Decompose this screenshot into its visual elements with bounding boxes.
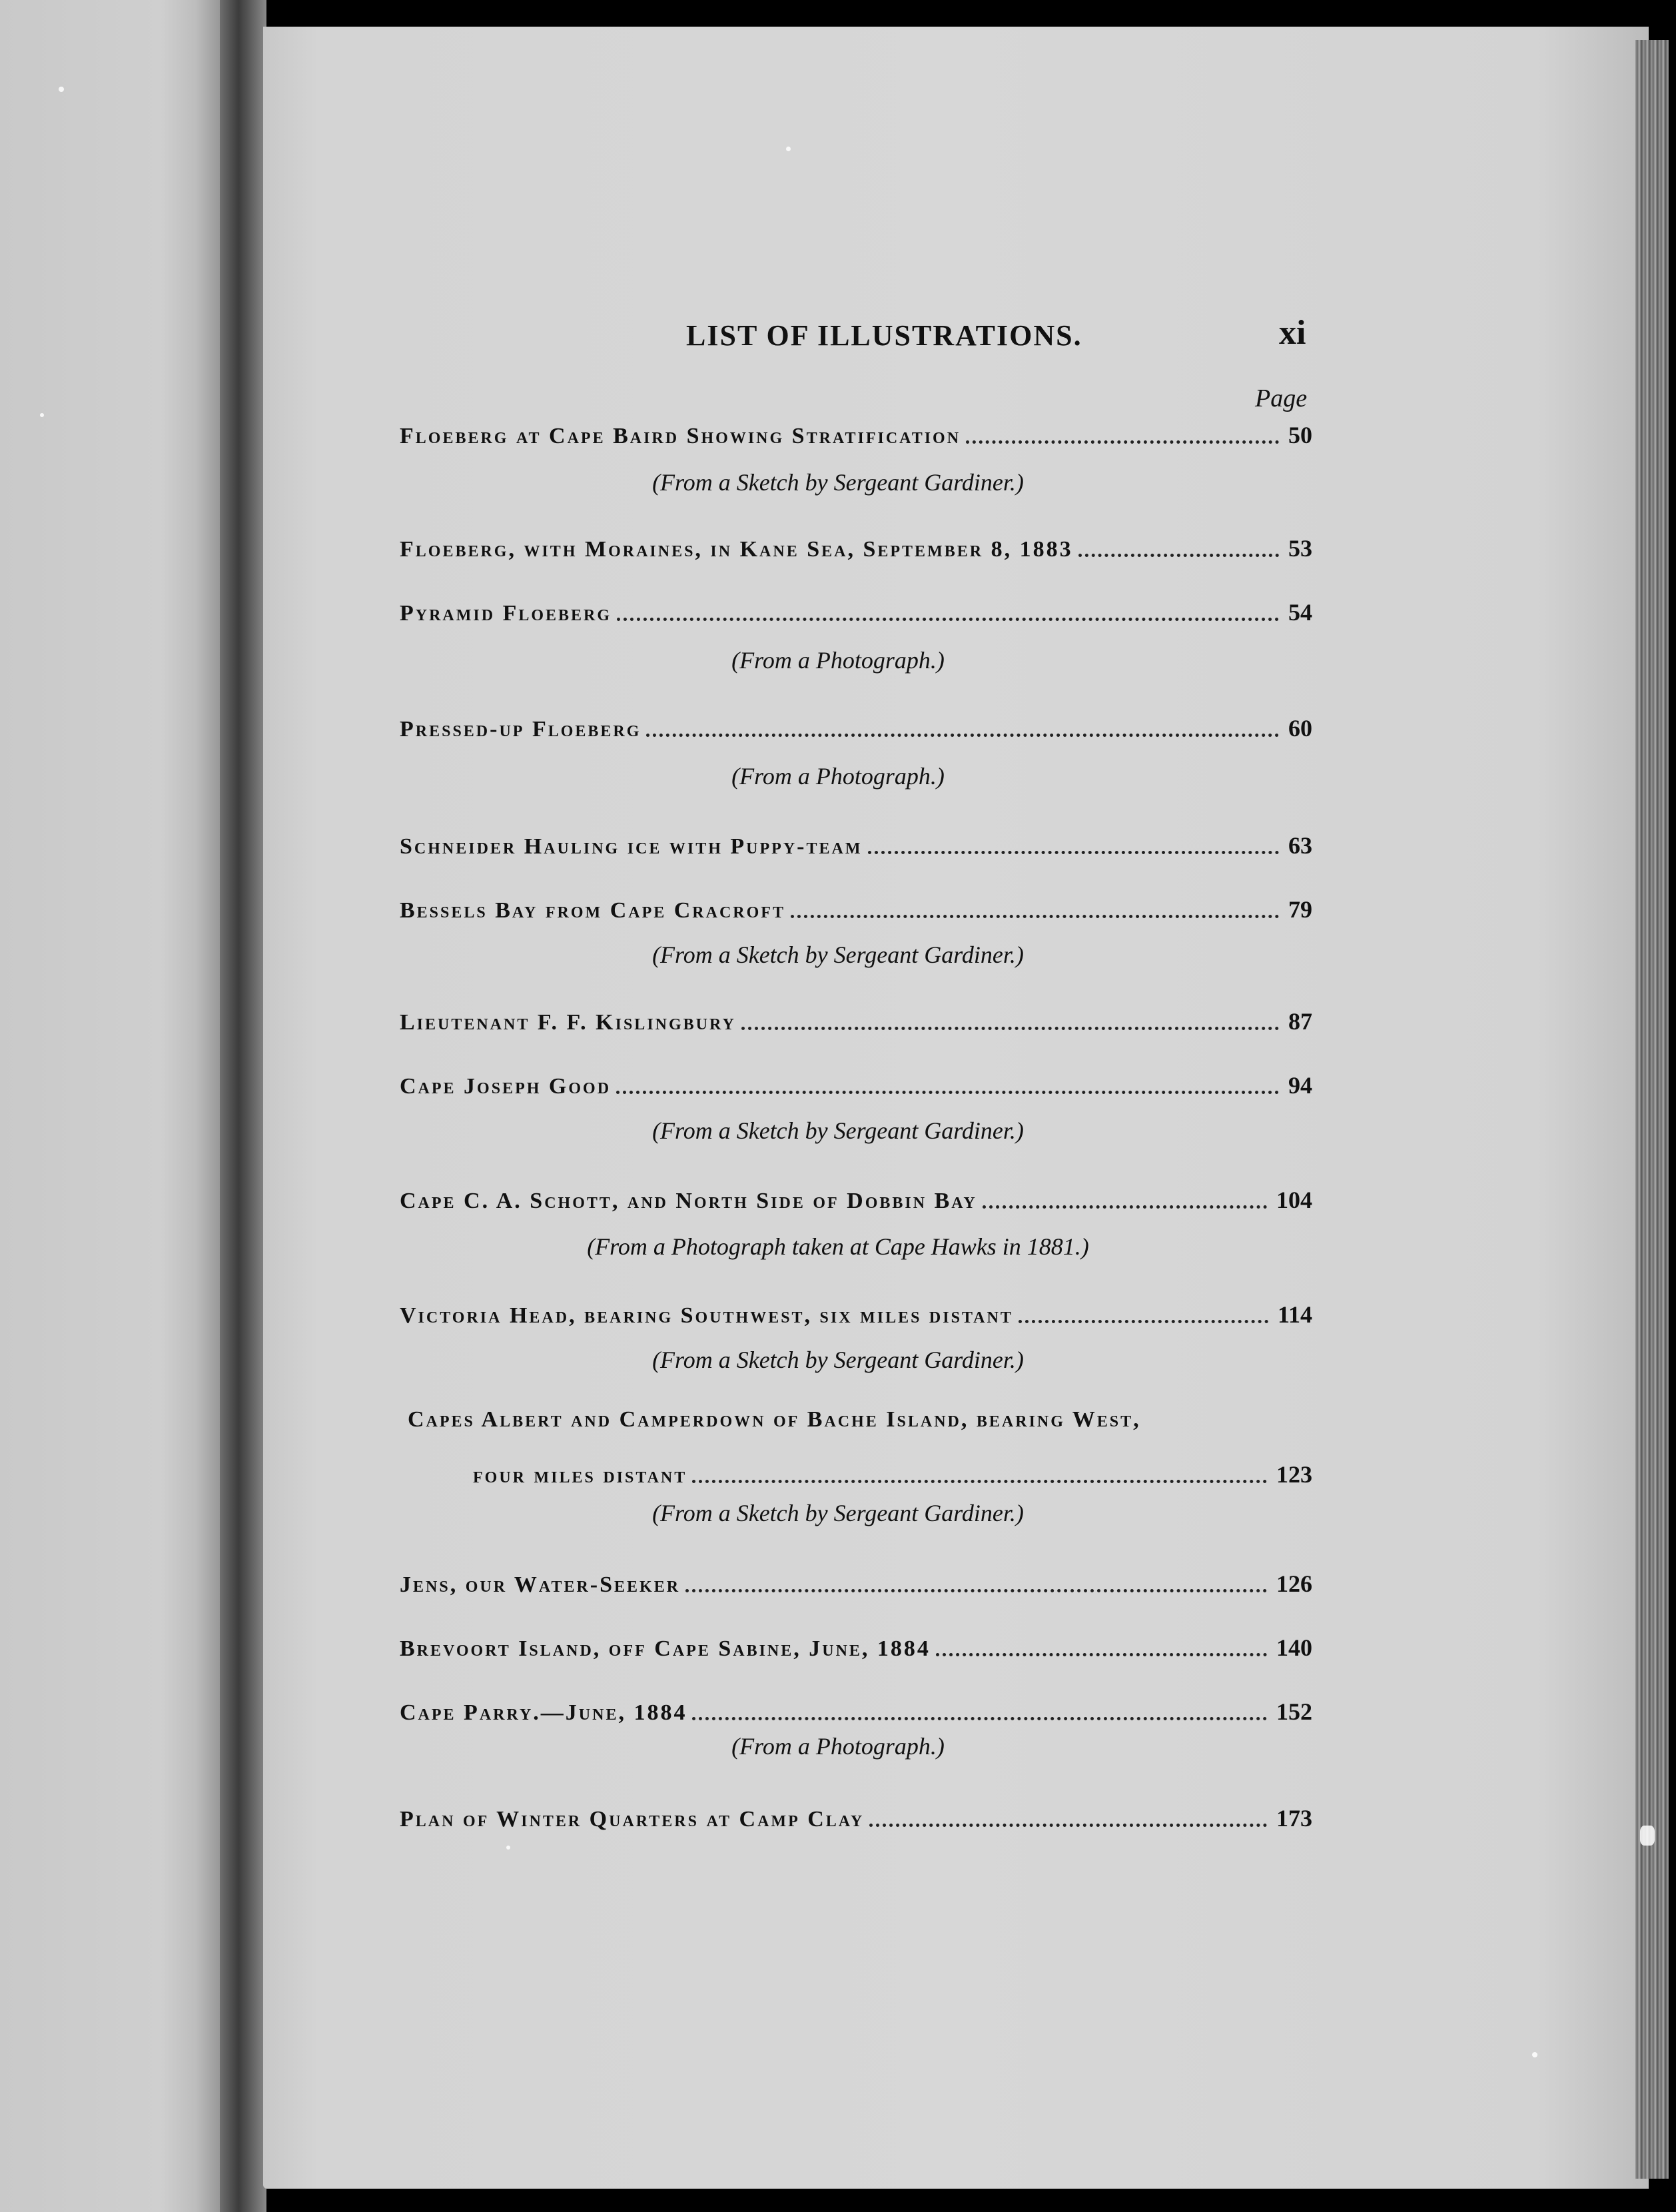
entry-page: 126	[1276, 1570, 1312, 1597]
page-column-label: Page	[1255, 384, 1308, 412]
entry-credit: (From a Sketch by Sergeant Gardiner.)	[652, 1117, 1024, 1144]
entry-credit: (From a Sketch by Sergeant Gardiner.)	[652, 941, 1024, 968]
list-item	[400, 1293, 1312, 1333]
entry-credit: (From a Photograph.)	[731, 1733, 945, 1760]
scan-speck	[786, 147, 791, 151]
leader-dots	[741, 1027, 1279, 1030]
list-item	[400, 1562, 1312, 1602]
scan-speck	[40, 413, 44, 417]
entry-page: 140	[1276, 1634, 1312, 1661]
entry-credit: (From a Photograph.)	[731, 647, 945, 674]
entry-title: Bessels Bay from Cape Cracroft	[400, 898, 785, 923]
entry-title: Victoria Head, bearing Southwest, six miles distant	[400, 1303, 1013, 1328]
leader-dots	[869, 1824, 1267, 1827]
list-item	[400, 999, 1312, 1039]
entry-page: 50	[1288, 422, 1312, 448]
entry-page: 173	[1276, 1805, 1312, 1832]
scan-speck	[506, 1846, 510, 1850]
list-item	[400, 706, 1312, 746]
leader-dots	[868, 851, 1279, 854]
book-gutter	[220, 0, 266, 2212]
leader-dots	[685, 1589, 1267, 1592]
entry-title: Capes Albert and Camperdown of Bache Island, bearing West,	[408, 1407, 1141, 1432]
list-item	[400, 1626, 1312, 1666]
list-item	[400, 590, 1312, 630]
entry-credit: (From a Sketch by Sergeant Gardiner.)	[652, 1347, 1024, 1373]
entry-page: 94	[1288, 1072, 1312, 1099]
entry-title: Cape Parry.—June, 1884	[400, 1700, 687, 1725]
list-item	[400, 1452, 1312, 1492]
leader-dots	[983, 1205, 1267, 1209]
entry-title: Cape Joseph Good	[400, 1074, 612, 1099]
leader-dots	[1019, 1320, 1268, 1323]
entry-title: Lieutenant F. F. Kislingbury	[400, 1010, 736, 1035]
page-number: xi	[1279, 314, 1306, 352]
list-item	[400, 887, 1312, 927]
entry-title: Floeberg, with Moraines, in Kane Sea, September 8, 1883	[400, 537, 1073, 562]
entry-title: Jens, our Water-Seeker	[400, 1572, 681, 1597]
entry-page: 63	[1288, 832, 1312, 859]
page-stack-edge	[1635, 40, 1669, 2179]
page-header-title: LIST OF ILLUSTRATIONS.	[686, 319, 1082, 352]
entry-title: Floeberg at Cape Baird Showing Stratification	[400, 424, 961, 448]
leader-dots	[692, 1480, 1267, 1483]
entry-title: Cape C. A. Schott, and North Side of Dobbin Bay	[400, 1189, 977, 1213]
entry-page: 79	[1288, 896, 1312, 923]
list-item	[400, 1178, 1312, 1218]
entry-credit: (From a Photograph.)	[731, 763, 945, 790]
entry-title: Schneider Hauling ice with Puppy-team	[400, 834, 863, 859]
entry-title: Brevoort Island, off Cape Sabine, June, 1884	[400, 1636, 931, 1661]
entry-page: 54	[1288, 599, 1312, 626]
entry-page: 104	[1276, 1187, 1312, 1213]
leader-dots	[616, 1091, 1279, 1094]
leader-dots	[646, 734, 1279, 737]
leader-dots	[617, 618, 1279, 621]
list-item	[400, 413, 1312, 453]
entry-credit: (From a Sketch by Sergeant Gardiner.)	[652, 1500, 1024, 1526]
entry-credit: (From a Photograph taken at Cape Hawks in 1881.)	[587, 1233, 1089, 1260]
scan-speck	[59, 87, 64, 92]
list-item	[400, 526, 1312, 566]
scan-speck	[1640, 1826, 1655, 1846]
leader-dots	[966, 440, 1279, 444]
entry-page: 123	[1276, 1461, 1312, 1488]
entry-credit: (From a Sketch by Sergeant Gardiner.)	[652, 469, 1024, 496]
list-item	[400, 824, 1312, 863]
entry-title: Pyramid Floeberg	[400, 601, 612, 626]
entry-page: 87	[1288, 1008, 1312, 1035]
entry-page: 114	[1277, 1301, 1312, 1328]
left-page-edge	[0, 0, 230, 2212]
leader-dots	[936, 1653, 1267, 1656]
list-item	[400, 1690, 1312, 1730]
leader-dots	[791, 915, 1279, 918]
entry-title: Pressed-up Floeberg	[400, 717, 641, 742]
leader-dots	[692, 1717, 1267, 1720]
scan-speck	[1532, 2052, 1537, 2057]
list-item	[400, 1796, 1312, 1836]
entry-page: 152	[1276, 1698, 1312, 1725]
entry-title-continuation: four miles distant	[473, 1463, 687, 1488]
entry-page: 53	[1288, 535, 1312, 562]
entry-page: 60	[1288, 715, 1312, 742]
list-item	[400, 1063, 1312, 1103]
leader-dots	[1078, 554, 1279, 557]
entry-title: Plan of Winter Quarters at Camp Clay	[400, 1807, 865, 1832]
